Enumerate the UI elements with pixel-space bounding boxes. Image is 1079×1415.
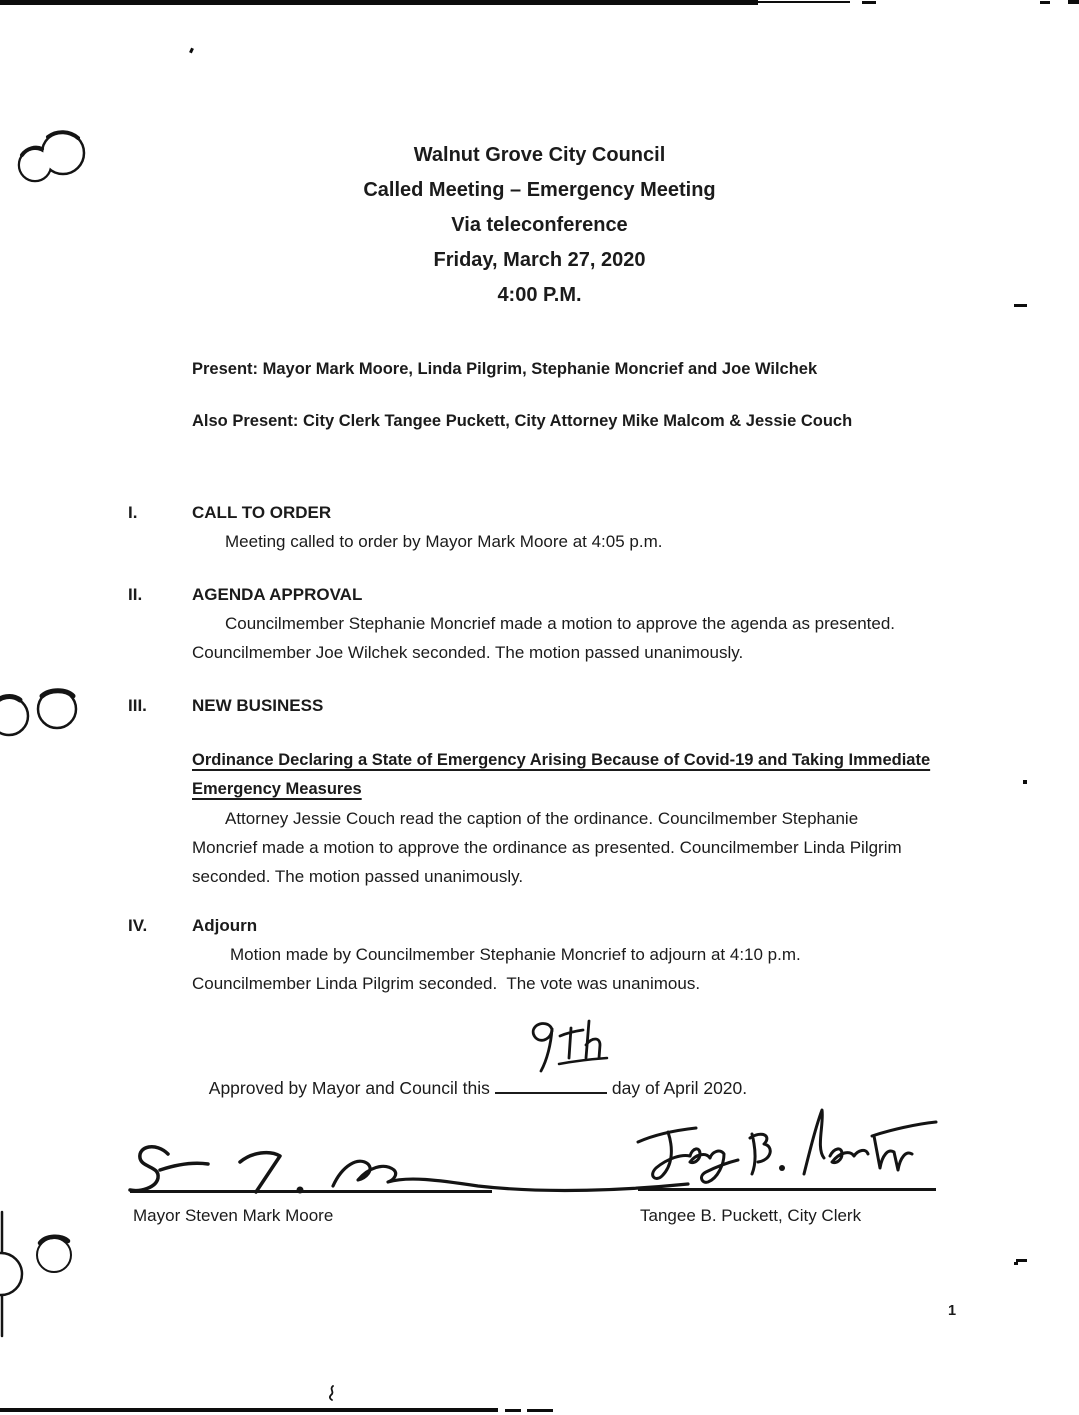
also-present-line: Also Present: City Clerk Tangee Puckett, City Attorney Mike Malcom & Jessie Couch (192, 412, 853, 430)
page-number: 1 (948, 1303, 957, 1319)
section-agenda-approval (0, 580, 1079, 667)
body-line: Councilmember Stephanie Moncrief made a motion to approve the agenda as presented. (225, 614, 896, 633)
body-line: Attorney Jessie Couch read the caption of the ordinance. Councilmember Stephanie (225, 809, 859, 828)
scan-dash-bottom (505, 1409, 521, 1412)
body-line: Moncrief made a motion to approve the ordinance as presented. Councilmember Linda Pilgrim (192, 838, 902, 857)
title-line: Friday, March 27, 2020 (433, 249, 646, 271)
body-line: Councilmember Linda Pilgrim seconded. The vote was unanimous. (192, 974, 701, 993)
approval-day-blank (495, 1075, 607, 1094)
scan-edge-line-top-thin (758, 1, 850, 3)
handwritten-day-9th (519, 1016, 615, 1074)
approval-day-value (495, 1075, 496, 1076)
approval-prefix: Approved by Mayor and Council this (208, 1078, 490, 1098)
scan-speck (862, 1, 876, 4)
section-heading: Adjourn (192, 916, 258, 935)
scan-edge-line-bottom (0, 1408, 498, 1412)
ordinance-subheading-line: Ordinance Declaring a State of Emergency Arising Because of Covid-19 and Taking Immediate (192, 751, 931, 769)
section-numeral: I. (128, 503, 138, 522)
section-numeral: II. (128, 585, 143, 604)
mayor-signature-line (130, 1190, 492, 1193)
body-line: Motion made by Councilmember Stephanie Moncrief to adjourn at 4:10 p.m. (230, 945, 801, 964)
scan-speck (1068, 0, 1079, 4)
body-line: Councilmember Joe Wilchek seconded. The motion passed unanimously. (192, 643, 744, 662)
section-heading-row (0, 691, 1079, 720)
mayor-name-label: Mayor Steven Mark Moore (133, 1206, 334, 1225)
section-heading-row (0, 580, 1079, 609)
title-line: Walnut Grove City Council (413, 144, 666, 166)
section-heading-row (0, 911, 1079, 940)
document-title-block (0, 138, 1079, 313)
section-adjourn (0, 911, 1079, 998)
scan-speck (1040, 1, 1050, 4)
title-line: Via teleconference (451, 214, 628, 236)
section-numeral: III. (128, 696, 147, 715)
title-line: Called Meeting – Emergency Meeting (363, 179, 716, 201)
approval-line (200, 1051, 747, 1100)
section-heading: NEW BUSINESS (192, 696, 324, 715)
scan-speck (189, 48, 194, 54)
approval-suffix: day of April 2020. (611, 1078, 748, 1098)
ordinance-subheading-line: Emergency Measures (192, 780, 362, 798)
section-numeral: IV. (128, 916, 148, 935)
present-line: Present: Mayor Mark Moore, Linda Pilgrim, Stephanie Moncrief and Joe Wilchek (192, 360, 818, 378)
section-call-to-order (0, 498, 1079, 556)
title-line: 4:00 P.M. (497, 284, 582, 306)
hole-punch-mark-bottom (0, 1212, 82, 1338)
section-new-business (0, 691, 1079, 891)
section-heading: AGENDA APPROVAL (192, 585, 363, 604)
clerk-signature-line (638, 1188, 936, 1191)
body-line: seconded. The motion passed unanimously. (192, 867, 524, 886)
section-heading-row (0, 498, 1079, 527)
scan-edge-line-top (0, 0, 758, 5)
scan-speck (1014, 1262, 1018, 1265)
clerk-signature-scrawl (628, 1110, 948, 1194)
clerk-name-label: Tangee B. Puckett, City Clerk (640, 1206, 862, 1225)
body-line: Meeting called to order by Mayor Mark Moore at 4:05 p.m. (225, 532, 663, 551)
section-heading: CALL TO ORDER (192, 503, 332, 522)
scan-squiggle-bottom (327, 1385, 337, 1401)
scan-dash-bottom (527, 1409, 553, 1412)
spacer (0, 720, 1079, 746)
